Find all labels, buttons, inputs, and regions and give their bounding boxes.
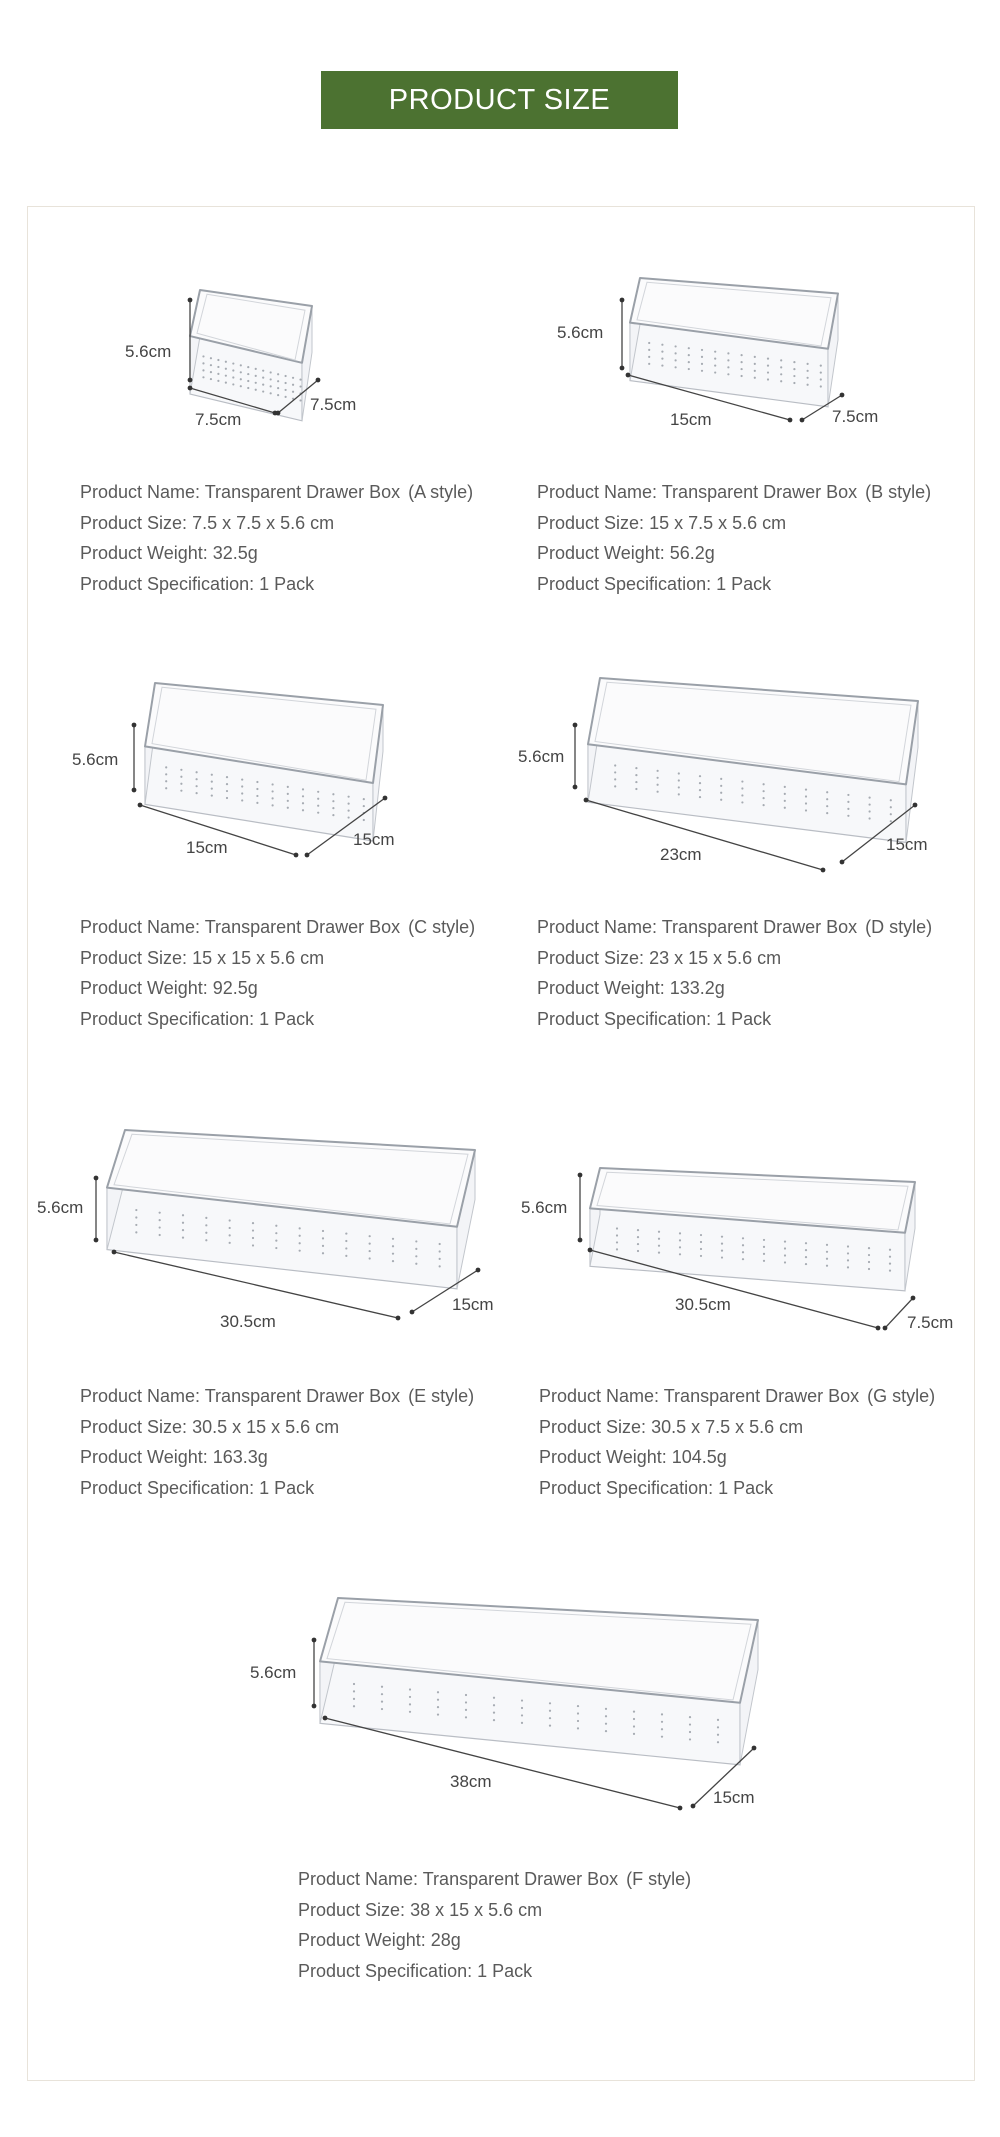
- product-spec-label: Product Specification:: [80, 1008, 260, 1029]
- product-spec-label: Product Specification:: [80, 573, 260, 594]
- product-weight-value: 28g: [430, 1930, 461, 1950]
- product-spec-value: 1 Pack: [477, 1960, 533, 1981]
- product-weight-value: 32.5g: [212, 543, 258, 563]
- product-name-value: Transparent Drawer Box: [422, 1869, 619, 1889]
- product-spec-value: 1 Pack: [716, 573, 772, 594]
- product-name-label: Product Name:: [537, 482, 662, 502]
- length-dimension-label: 38cm: [450, 1772, 492, 1791]
- height-dimension-label: 5.6cm: [250, 1663, 297, 1682]
- product-spec-label: Product Specification:: [80, 1477, 260, 1498]
- product-name-label: Product Name:: [80, 917, 205, 937]
- length-dimension-label: 30.5cm: [675, 1295, 731, 1314]
- product-size-value: 23 x 15 x 5.6 cm: [649, 947, 782, 968]
- width-dimension-label: 7.5cm: [310, 395, 357, 414]
- product-name-label: Product Name:: [80, 1386, 205, 1406]
- product-weight-value: 104.5g: [671, 1447, 727, 1467]
- product-weight-label: Product Weight:: [537, 543, 670, 563]
- product-name-value: Transparent Drawer Box: [663, 1386, 860, 1406]
- product-weight-label: Product Weight:: [537, 978, 670, 998]
- product-size-value: 30.5 x 15 x 5.6 cm: [192, 1416, 340, 1437]
- product-spec-value: 1 Pack: [259, 1477, 315, 1498]
- product-size-label: Product Size:: [80, 1416, 193, 1437]
- product-weight-value: 56.2g: [669, 543, 715, 563]
- product-weight-label: Product Weight:: [539, 1447, 672, 1467]
- product-weight-row: [298, 1925, 691, 1956]
- product-weight-label: Product Weight:: [80, 978, 213, 998]
- height-dimension-label: 5.6cm: [72, 750, 119, 769]
- product-spec-label: Product Specification:: [537, 1008, 717, 1029]
- product-spec-row: [298, 1956, 691, 1987]
- product-style-value: (B style): [865, 482, 932, 502]
- product-spec-value: 1 Pack: [259, 1008, 315, 1029]
- product-weight-value: 92.5g: [212, 978, 258, 998]
- page-title: PRODUCT SIZE: [321, 71, 678, 129]
- length-dimension-label: 23cm: [660, 845, 702, 864]
- product-size-label: Product Size:: [298, 1899, 411, 1920]
- product-style-value: (C style): [408, 917, 476, 937]
- product-name-value: Transparent Drawer Box: [661, 482, 858, 502]
- product-weight-label: Product Weight:: [298, 1930, 431, 1950]
- product-name-value: Transparent Drawer Box: [204, 1386, 401, 1406]
- product-size-value: 38 x 15 x 5.6 cm: [410, 1899, 543, 1920]
- product-spec-label: Product Specification:: [537, 573, 717, 594]
- product-style-value: (G style): [867, 1386, 936, 1406]
- width-dimension-label: 7.5cm: [907, 1313, 954, 1332]
- product-weight-value: 133.2g: [669, 978, 725, 998]
- product-name-label: Product Name:: [537, 917, 662, 937]
- product-weight-label: Product Weight:: [80, 1447, 213, 1467]
- height-dimension-label: 5.6cm: [37, 1198, 84, 1217]
- length-dimension-label: 15cm: [670, 410, 712, 429]
- length-dimension-label: 30.5cm: [220, 1312, 276, 1331]
- height-dimension-label: 5.6cm: [521, 1198, 568, 1217]
- product-name-label: Product Name:: [539, 1386, 664, 1406]
- product-size-label: Product Size:: [537, 947, 650, 968]
- product-name-label: Product Name:: [80, 482, 205, 502]
- width-dimension-label: 7.5cm: [832, 407, 879, 426]
- product-spec-label: Product Specification:: [298, 1960, 478, 1981]
- height-dimension-label: 5.6cm: [125, 342, 172, 361]
- product-style-value: (F style): [626, 1869, 692, 1889]
- product-name-value: Transparent Drawer Box: [204, 482, 401, 502]
- product-spec-value: 1 Pack: [718, 1477, 774, 1498]
- product-weight-value: 163.3g: [212, 1447, 268, 1467]
- length-dimension-label: 7.5cm: [195, 410, 242, 429]
- product-size-value: 7.5 x 7.5 x 5.6 cm: [192, 512, 335, 533]
- product-size-label: Product Size:: [539, 1416, 652, 1437]
- product-name-label: Product Name:: [298, 1869, 423, 1889]
- height-dimension-label: 5.6cm: [518, 747, 565, 766]
- width-dimension-label: 15cm: [886, 835, 928, 854]
- product-info: [298, 1864, 691, 1986]
- product-name-value: Transparent Drawer Box: [204, 917, 401, 937]
- height-dimension-label: 5.6cm: [557, 323, 604, 342]
- width-dimension-label: 15cm: [452, 1295, 494, 1314]
- product-style-value: (D style): [865, 917, 933, 937]
- product-size-label: Product Size:: [80, 512, 193, 533]
- product-size-value: 15 x 15 x 5.6 cm: [192, 947, 325, 968]
- product-style-value: (E style): [408, 1386, 475, 1406]
- product-size-value: 30.5 x 7.5 x 5.6 cm: [651, 1416, 804, 1437]
- product-spec-value: 1 Pack: [259, 573, 315, 594]
- product-weight-label: Product Weight:: [80, 543, 213, 563]
- product-size-label: Product Size:: [80, 947, 193, 968]
- product-size-row: [298, 1895, 691, 1926]
- product-name-value: Transparent Drawer Box: [661, 917, 858, 937]
- product-name-row: [298, 1864, 691, 1895]
- width-dimension-label: 15cm: [713, 1788, 755, 1807]
- product-style-value: (A style): [408, 482, 474, 502]
- length-dimension-label: 15cm: [186, 838, 228, 857]
- width-dimension-label: 15cm: [353, 830, 395, 849]
- product-size-value: 15 x 7.5 x 5.6 cm: [649, 512, 787, 533]
- product-size-label: Product Size:: [537, 512, 650, 533]
- product-spec-value: 1 Pack: [716, 1008, 772, 1029]
- product-spec-label: Product Specification:: [539, 1477, 719, 1498]
